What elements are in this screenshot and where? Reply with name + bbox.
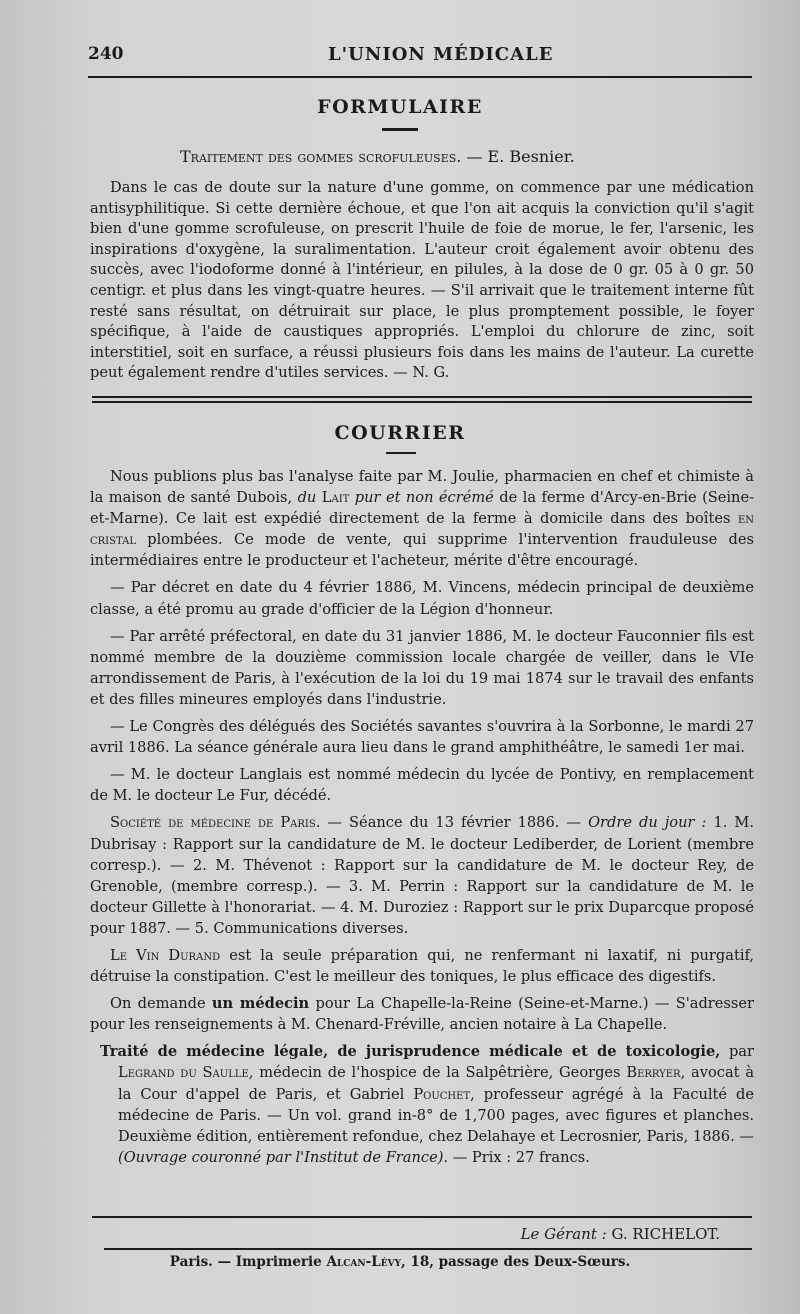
- formulaire-body: [90, 178, 754, 384]
- section-double-rule: [92, 396, 752, 403]
- formulaire-subtitle: [180, 147, 680, 168]
- imprint-text-a: Paris. — Imprimerie: [169, 1254, 322, 1270]
- header-rule: [88, 76, 752, 78]
- traite-text-d: avocat à la Cour d'appel de Paris, et Gabriel: [118, 1064, 755, 1103]
- traite-par: par: [728, 1043, 754, 1061]
- medecin-text-a: On demande: [110, 995, 206, 1013]
- courrier-paragraph-langlais: — M. le docteur Langlais est nommé médecin du lycée de Pontivy, en remplacement de M. le docteur Le Fur, décédé.: [90, 766, 754, 805]
- courrier-paragraph-traite: [90, 1041, 754, 1168]
- lait-text-pur: pur et non écrémé: [354, 489, 494, 507]
- vin-text: est la seule préparation qui, ne renfermant ni laxatif, ni purgatif, détruise la constipation. C'est le meilleur des toniques, le plus efficace des digestifs.: [90, 946, 755, 986]
- courrier-body: [90, 466, 754, 1168]
- lait-text-lait: Lait: [321, 489, 350, 507]
- societe-ordre: Ordre du jour :: [588, 814, 707, 832]
- lait-text-a: Nous publions plus bas l'analyse faite par M. Joulie, pharmacien en chef et chimiste à la maison de santé Dubois,: [90, 468, 754, 507]
- traite-couronne: (Ouvrage couronné par l'Institut de France).: [118, 1148, 449, 1166]
- traite-author-legrand: Legrand du Saulle,: [118, 1064, 254, 1082]
- formulaire-subtitle-text: Traitement des gommes scrofuleuses.: [180, 147, 462, 166]
- traite-title: Traité de médecine légale, de jurisprudence médicale et de toxicologie,: [100, 1043, 721, 1061]
- societe-rapports: 1. M. Dubrisay : Rapport sur la candidature de M. le docteur Lediberder, de Lorient (membre corresp.). — 2. M. Thévenot : Rapport sur la candidature de M. le docteur Rey, de Grenoble, (membre corresp.). — 3. M. Perrin : Rapport sur la candidature de M. le docteur Gillette à l'honorariat. — 4. M. Duroziez : Rapport sur le prix Duparcque proposé pour 1887. — 5. Communications diverses.: [90, 814, 755, 937]
- courrier-title-bar: [386, 452, 416, 454]
- imprint-printer: Alcan-Lévy,: [326, 1254, 406, 1270]
- medecin-text-b: un médecin: [211, 995, 310, 1013]
- gerant-signature: [521, 1225, 720, 1243]
- traite-prix: — Prix : 27 francs.: [452, 1148, 590, 1166]
- formulaire-title-bar: [382, 128, 418, 131]
- gerant-name: G. RICHELOT.: [611, 1225, 720, 1243]
- formulaire-paragraph: Dans le cas de doute sur la nature d'une gomme, on commence par une médication antisyphilitique. Si cette dernière échoue, et que l'on ait acquis la conviction qu'il s'agit bien d'une gomme scrofuleuse, on prescrit l'huile de foie de morue, le fer, l'arsenic, les inspirations d'oxygène, la suralimentation. L'auteur croit également avoir obtenu des succès, avec l'iodoforme donné à l'intérieur, en pilules, à la dose de 0 gr. 05 à 0 gr. 50 centigr. et plus dans les vingt-quatre heures. — S'il arrivait que le traitement interne fût resté sans résultat, on détruirait sur place, le plus promptement possible, le foyer spécifique, à l'aide de caustiques appropriés. L'emploi du chlorure de zinc, soit interstitiel, soit en surface, a réussi plusieurs fois dans les mains de l'auteur. La curette peut également rendre d'utiles services. — N. G.: [90, 179, 754, 382]
- imprint-text-b: 18, passage des Deux-Sœurs.: [410, 1254, 631, 1270]
- courrier-paragraph-vin: [90, 945, 754, 987]
- courrier-paragraph-medecin: [90, 993, 754, 1035]
- footer-rule-top: [92, 1216, 752, 1218]
- imprint: [0, 1254, 800, 1270]
- courrier-paragraph-societe: [90, 812, 754, 939]
- vin-name: Le Vin Durand: [110, 946, 221, 964]
- lait-text-du: du: [297, 489, 317, 507]
- footer-rule-bottom: [104, 1248, 752, 1250]
- societe-name: Société de médecine de Paris.: [110, 814, 321, 832]
- lait-text-e: de la ferme d'Arcy-en-Brie (Seine-et-Marne). Ce lait est expédié directement de la ferme à domicile dans des boîtes: [90, 489, 755, 528]
- courrier-paragraph-congres: — Le Congrès des délégués des Sociétés savantes s'ouvrira à la Sorbonne, le mardi 27 avril 1886. La séance générale aura lieu dans le grand amphithéâtre, le samedi 1er mai.: [90, 718, 754, 757]
- journal-title: L'UNION MÉDICALE: [328, 44, 554, 65]
- traite-author-pouchet: Pouchet,: [413, 1085, 475, 1103]
- gerant-label: Le Gérant :: [520, 1225, 607, 1243]
- lait-text-cristal: en cristal: [90, 510, 755, 549]
- medecin-text-c: pour La Chapelle-la-Reine (Seine-et-Marne.) — S'adresser pour les renseignements à M. Chenard-Fréville, ancien notaire à La Chapelle.: [90, 995, 755, 1034]
- traite-author-berryer: Berryer,: [626, 1064, 686, 1082]
- traite-text-e: professeur agrégé à la Faculté de médecine de Paris. — Un vol. grand in-8° de 1,700 pages, avec figures et planches. Deuxième édition, entièrement refondue, chez Delahaye et Lecrosnier, Paris, 1886. —: [118, 1085, 755, 1145]
- societe-seance: — Séance du 13 février 1886. —: [327, 814, 582, 832]
- page-header: [88, 44, 752, 70]
- page-number: 240: [88, 44, 124, 64]
- courrier-paragraph-vincens: — Par décret en date du 4 février 1886, M. Vincens, médecin principal de deuxième classe, a été promu au grade d'officier de la Légion d'honneur.: [90, 579, 754, 618]
- formulaire-author: — E. Besnier.: [466, 147, 575, 166]
- courrier-paragraph-fauconnier: — Par arrêté préfectoral, en date du 31 janvier 1886, M. le docteur Fauconnier fils est nommé membre de la douzième commission locale chargée de veiller, dans le VIe arrondissement de Paris, à l'exécution de la loi du 19 mai 1874 sur le travail des enfants et des filles mineures employés dans l'industrie.: [90, 627, 754, 708]
- lait-text-g: plombées. Ce mode de vente, qui supprime l'intervention frauduleuse des intermédiaires entre le producteur et l'acheteur, mérite d'être encouragé.: [90, 531, 754, 570]
- formulaire-title: FORMULAIRE: [317, 96, 483, 118]
- traite-text-c: médecin de l'hospice de la Salpêtrière, Georges: [259, 1064, 621, 1082]
- courrier-title: COURRIER: [334, 422, 466, 444]
- courrier-paragraph-lait: [90, 466, 754, 571]
